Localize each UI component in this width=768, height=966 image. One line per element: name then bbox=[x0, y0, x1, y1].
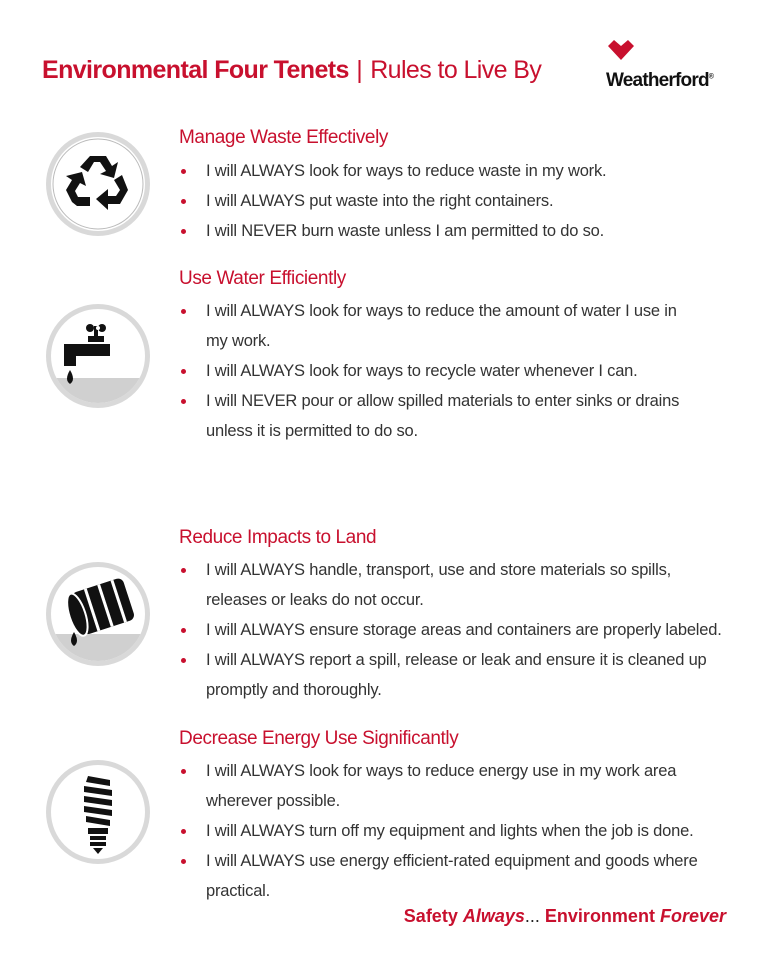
slogan-environment: Environment bbox=[544, 906, 655, 926]
list-item: I will ALWAYS report a spill, release or leak and ensure it is cleaned up promptly and thoroughly. bbox=[179, 645, 739, 705]
bullet-dot bbox=[181, 859, 186, 864]
bullet-dot bbox=[181, 229, 186, 234]
bullet-dot bbox=[181, 169, 186, 174]
bullet-dot bbox=[181, 568, 186, 573]
spilled-barrel-icon bbox=[44, 560, 152, 668]
weatherford-logo bbox=[606, 40, 728, 96]
section-title: Decrease Energy Use Significantly bbox=[179, 728, 459, 749]
section-title: Reduce Impacts to Land bbox=[179, 527, 377, 548]
bullet-list bbox=[179, 156, 739, 246]
recycle-icon bbox=[44, 130, 152, 238]
list-item: I will NEVER pour or allow spilled materials to enter sinks or drains unless it is permitted to do so. bbox=[179, 386, 739, 446]
list-item: I will ALWAYS ensure storage areas and containers are properly labeled. bbox=[179, 615, 739, 645]
slogan-ellipsis: ... bbox=[524, 906, 540, 926]
slogan-safety: Safety bbox=[403, 906, 458, 926]
slogan-always: Always bbox=[462, 906, 525, 926]
footer-slogan bbox=[404, 906, 726, 927]
bullet-list bbox=[179, 756, 739, 906]
bullet-dot bbox=[181, 658, 186, 663]
list-item: I will ALWAYS turn off my equipment and lights when the job is done. bbox=[179, 816, 739, 846]
slogan-forever: Forever bbox=[659, 906, 726, 926]
bullet-dot bbox=[181, 829, 186, 834]
bullet-dot bbox=[181, 199, 186, 204]
bullet-list bbox=[179, 296, 739, 446]
page-subtitle: Rules to Live By bbox=[370, 56, 542, 84]
list-item: I will ALWAYS put waste into the right containers. bbox=[179, 186, 739, 216]
bullet-dot bbox=[181, 309, 186, 314]
list-item: I will ALWAYS look for ways to reduce waste in my work. bbox=[179, 156, 739, 186]
bullet-dot bbox=[181, 628, 186, 633]
light-bulb-icon bbox=[44, 758, 152, 866]
list-item: I will ALWAYS look for ways to recycle water whenever I can. bbox=[179, 356, 739, 386]
list-item: I will ALWAYS handle, transport, use and store materials so spills, releases or leaks do not occur. bbox=[179, 555, 739, 615]
section-title: Manage Waste Effectively bbox=[179, 127, 389, 148]
page-header bbox=[42, 56, 541, 90]
logo-mark-icon bbox=[606, 40, 636, 68]
faucet-icon bbox=[44, 302, 152, 410]
list-item: I will ALWAYS use energy efficient-rated equipment and goods where practical. bbox=[179, 846, 739, 906]
list-item: I will NEVER burn waste unless I am permitted to do so. bbox=[179, 216, 739, 246]
bullet-dot bbox=[181, 769, 186, 774]
page-title: Environmental Four Tenets bbox=[42, 56, 349, 84]
bullet-dot bbox=[181, 369, 186, 374]
list-item: I will ALWAYS look for ways to reduce the amount of water I use in my work. bbox=[179, 296, 739, 356]
bullet-dot bbox=[181, 399, 186, 404]
bullet-list bbox=[179, 555, 739, 705]
section-title: Use Water Efficiently bbox=[179, 268, 346, 289]
title-separator: | bbox=[356, 56, 363, 84]
logo-wordmark: Weatherford® bbox=[606, 70, 714, 91]
list-item: I will ALWAYS look for ways to reduce energy use in my work area wherever possible. bbox=[179, 756, 739, 816]
